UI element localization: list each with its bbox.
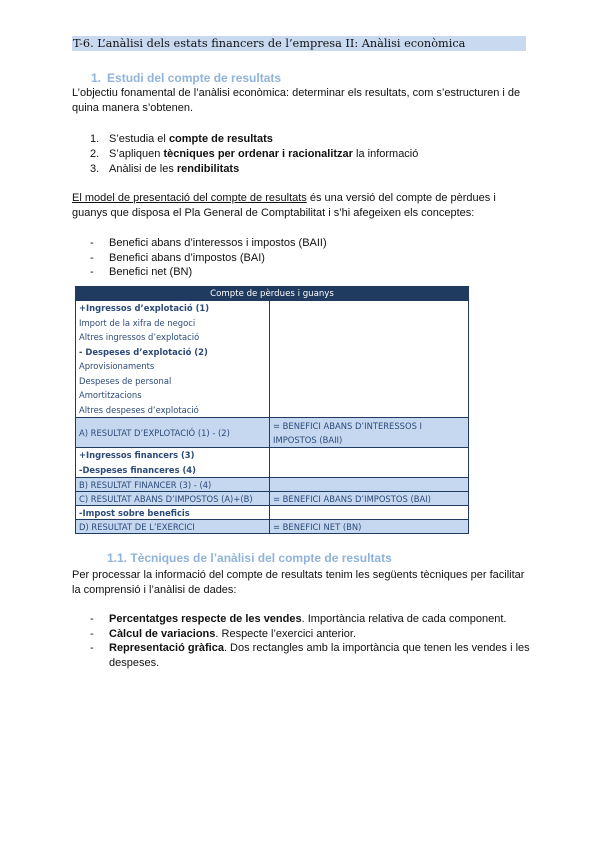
subsection-heading: [107, 551, 392, 565]
list-number: 1.: [90, 133, 100, 145]
list-bold-text: tècniques per ordenar i racionalitzar: [163, 148, 353, 160]
list-item: [90, 265, 327, 280]
subsection-number: 1.1.: [107, 551, 128, 565]
list-bold-text: Càlcul de variacions: [109, 627, 216, 640]
table-cell: [270, 448, 469, 478]
table-row: [76, 301, 469, 418]
list-text: Benefici net (BN): [109, 266, 193, 278]
list-text: Benefici abans d’interessos i impostos (BAII): [109, 237, 327, 249]
table-cell: [270, 478, 469, 492]
table-line: +Ingressos financers (3): [79, 450, 195, 460]
table-line: Despeses de personal: [79, 375, 172, 386]
table-cell: D) RESULTAT DE L’EXERCICI: [76, 520, 270, 534]
list-number: 3.: [90, 163, 100, 175]
section-title: Estudi del compte de resultats: [107, 71, 282, 85]
list-bold-text: rendibilitats: [176, 163, 240, 175]
list-item: [90, 236, 327, 251]
list-text: Anàlisi de les: [109, 163, 177, 175]
model-paragraph: [72, 191, 527, 221]
table-cell: [270, 301, 469, 418]
intro-paragraph: L’objectiu fonamental de l’anàlisi econòmica: determinar els resultats, com s’estructuren i de quina manera s’obtenen.: [72, 87, 521, 114]
list-dash: -: [90, 266, 94, 278]
section-number: 1.: [91, 71, 102, 85]
table-row: [76, 448, 469, 478]
list-item: [90, 251, 327, 266]
table-row: [76, 418, 469, 448]
list-item: [90, 162, 418, 177]
list-item: [90, 132, 418, 147]
list-dash: -: [90, 613, 94, 625]
subsection-title: Tècniques de l’anàlisi del compte de resultats: [130, 551, 392, 565]
techniques-list: [90, 612, 530, 670]
list-text: Benefici abans d’impostos (BAI): [109, 251, 265, 264]
list-dash: -: [90, 627, 94, 640]
table-line: Amortitzacions: [79, 390, 142, 400]
list-text: la informació: [352, 148, 419, 160]
section-heading: [91, 71, 281, 85]
table-line: Aprovisionaments: [79, 361, 155, 371]
list-text: S’apliquen: [109, 148, 164, 160]
table-cell: [76, 301, 270, 418]
table-line: Altres despeses d’explotació: [79, 404, 199, 415]
list-text: . Respecte l’exercici anterior.: [215, 627, 357, 640]
underlined-text: El model de presentació del compte de resultats: [72, 192, 307, 204]
table-line: +Ingressos d’explotació (1): [79, 303, 210, 313]
table-cell: = BENEFICI ABANS D’INTERESSOS I IMPOSTOS (BAII): [270, 418, 469, 448]
table-line: - Despeses d’explotació (2): [79, 346, 208, 357]
table-cell: A) RESULTAT D’EXPLOTACIÓ (1) - (2): [76, 418, 270, 448]
list-number: 2.: [90, 148, 100, 160]
table-cell: B) RESULTAT FINANCER (3) - (4): [76, 478, 270, 492]
table-title-row: [76, 287, 469, 301]
page-header: T-6. L’anàlisi dels estats financers de l’empresa II: Anàlisi econòmica: [72, 36, 526, 51]
list-text: . Importància relativa de cada component.: [301, 613, 507, 625]
table-row: [76, 492, 469, 506]
table-line: -Despeses financeres (4): [79, 464, 196, 475]
list-bold-text: Representació gràfica: [109, 642, 224, 654]
table-row: [76, 478, 469, 492]
list-item: [90, 147, 418, 162]
list-bold-text: compte de resultats: [168, 133, 273, 145]
table-line: Import de la xifra de negoci: [79, 317, 196, 328]
list-text: S’estudia el: [109, 133, 169, 145]
paragraph-text: és una versió del compte de pèrdues i guanys que disposa el Pla General de Comptabilitat i s’hi afegeixen els conceptes:: [72, 192, 496, 219]
income-statement-table: [75, 286, 469, 534]
steps-list: [90, 132, 418, 177]
table-row: [76, 506, 469, 520]
table-cell: C) RESULTAT ABANS D’IMPOSTOS (A)+(B): [76, 492, 270, 506]
list-bold-text: Percentatges respecte de les vendes: [109, 613, 302, 625]
table-cell: [270, 506, 469, 520]
list-item: [90, 627, 530, 642]
table-cell: = BENEFICI ABANS D’IMPOSTOS (BAI): [270, 492, 469, 506]
table-cell: -Impost sobre beneficis: [76, 506, 270, 520]
table-row: [76, 520, 469, 534]
list-item: [90, 612, 530, 627]
list-dash: -: [90, 237, 94, 249]
table-line: Altres ingressos d’explotació: [79, 332, 200, 342]
table-title: Compte de pèrdues i guanys: [76, 287, 469, 301]
table-cell: [76, 448, 270, 478]
list-dash: -: [90, 251, 94, 264]
concepts-list: [90, 236, 327, 280]
table-cell: = BENEFICI NET (BN): [270, 520, 469, 534]
list-item: [90, 641, 530, 670]
list-text: . Dos rectangles amb la importància que tenen les vendes i les despeses.: [109, 642, 530, 669]
techniques-intro: Per processar la informació del compte de resultats tenim les següents tècniques per facilitar la comprensió i l’anàlisi de dades:: [72, 569, 525, 596]
list-dash: -: [90, 642, 94, 654]
